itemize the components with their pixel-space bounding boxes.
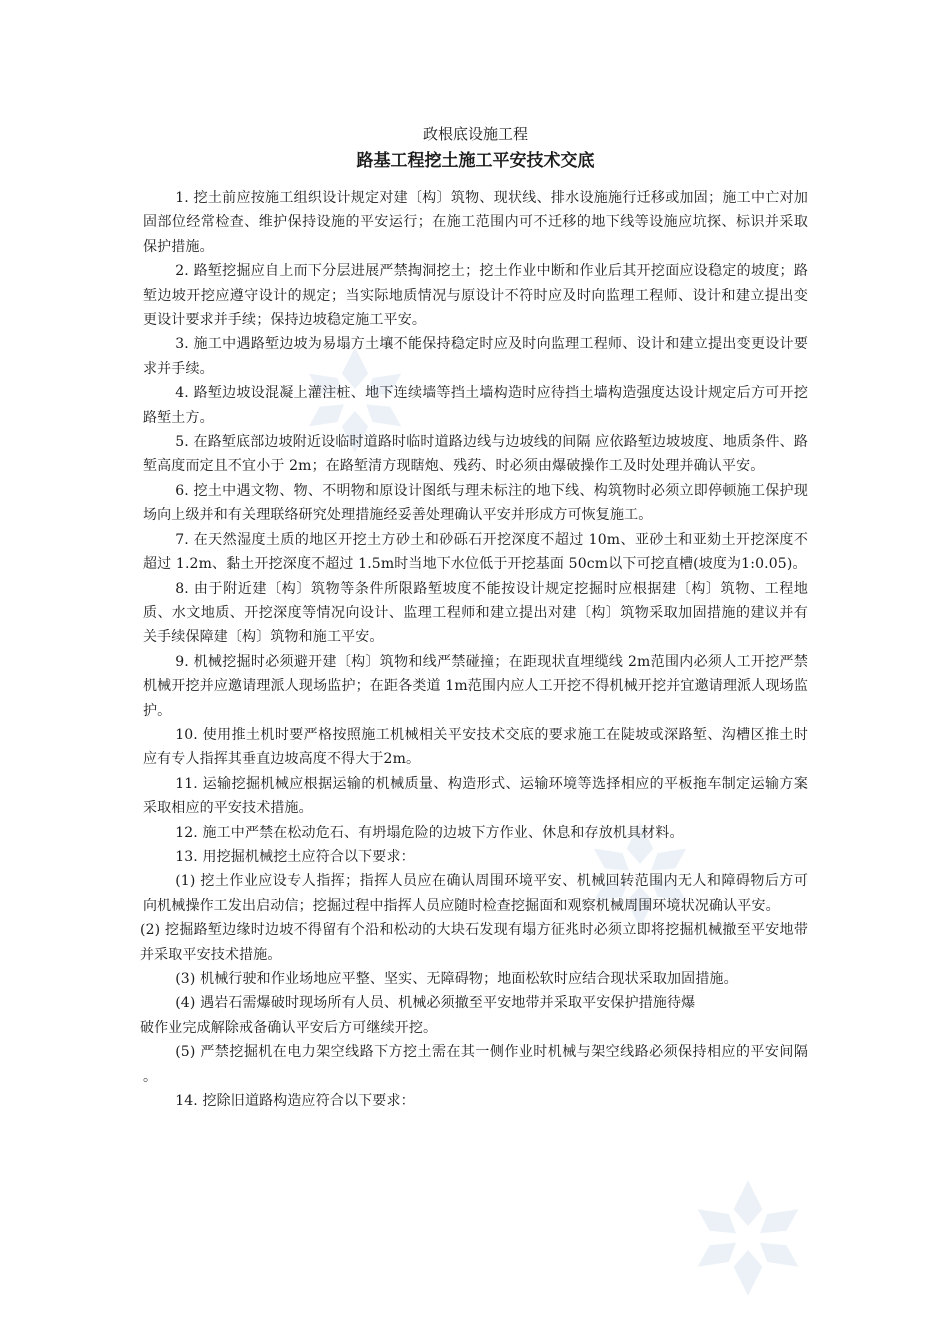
- paragraph-12: 12. 施工中严禁在松动危石、有坍塌危险的边坡下方作业、休息和存放机具材料。: [175, 824, 684, 841]
- watermark-snowflake-icon: [688, 1178, 808, 1298]
- paragraph-11: 11. 运输挖掘机械应根据运输的机械质量、构造形式、运输环境等选择相应的平板拖车制定运输方案采取相应的平安技术措施。: [143, 775, 808, 817]
- document-page: [140, 122, 808, 1113]
- paragraph-7: 7. 在天然湿度土质的地区开挖土方砂土和砂砾石开挖深度不超过 10m、亚砂土和亚劾土开挖深度不超过 1.2m、黏土开挖深度不超过 1.5m时当地下水位低于开挖基面 50cm以下可挖直槽(坡度为1:0.05)。: [143, 531, 808, 573]
- paragraph-13: 13. 用挖掘机械挖土应符合以下要求：: [175, 848, 415, 865]
- paragraph-5: 5. 在路堑底部边坡附近设临时道路时临时道路边线与边坡线的间隔 应依路堑边坡坡度、地质条件、路堑高度而定且不宜小于 2m；在路堑清方现瞎炮、残药、时必须由爆破操作工及时处理并确认平安。: [143, 434, 808, 475]
- paragraph-13-3: (3) 机械行驶和作业场地应平整、坚实、无障碍物；地面松软时应结合现状采取加固措施。: [175, 971, 738, 987]
- paragraph-13-4: (4) 遇岩石需爆破时现场所有人员、机械必须撤至平安地带并采取平安保护措施待爆: [175, 995, 696, 1012]
- paragraph-13-4-continued: 破作业完成解除戒备确认平安后方可继续开挖。: [140, 1019, 438, 1036]
- paragraph-10: 10. 使用推土机时要严格按照施工机械相关平安技术交底的要求施工在陡坡或深路堑、沟槽区推土时应有专人指挥其垂直边坡高度不得大于2m。: [143, 726, 808, 768]
- document-title: 路基工程挖土施工平安技术交底: [356, 151, 595, 171]
- paragraph-13-1: (1) 挖土作业应设专人指挥；指挥人员应在确认周围环境平安、机械回转范围内无人和障碍物后方可向机械操作工发出启动信；挖掘过程中指挥人员应随时检查挖掘面和观察机械周围环境状况确认平安。: [143, 873, 808, 914]
- paragraph-1: 1. 挖土前应按施工组织设计规定对建〔构〕筑物、现状线、排水设施施行迁移或加固；施工中亡对加固部位经常检查、维护保持设施的平安运行；在施工范围内可不迁移的地下线等设施应坑探、标识并采取保护措施。: [143, 190, 808, 255]
- paragraph-4: 4. 路堑边坡设混凝上灌注桩、地下连续墙等挡土墙构造时应待挡土墙构造强度达设计规定后方可开挖路堑土方。: [143, 385, 808, 426]
- paragraph-14: 14. 挖除旧道路构造应符合以下要求：: [175, 1093, 415, 1110]
- paragraph-13-2: (2) 挖掘路堑边缘时边坡不得留有个沿和松动的大块石发现有塌方征兆时必须立即将挖掘机械撤至平安地带并采取平安技术措施。: [140, 922, 808, 963]
- paragraph-8: 8. 由于附近建〔构〕筑物等条件所限路堑坡度不能按设计规定挖掘时应根据建〔构〕筑物、工程地质、水文地质、开挖深度等情况向设计、监理工程师和建立提出对建〔构〕筑物采取加固措施的建议并有关手续保障建〔构〕筑物和施工平安。: [143, 580, 808, 646]
- paragraph-3: 3. 施工中遇路堑边坡为易塌方土壤不能保持稳定时应及时向监理工程师、设计和建立提出变更设计要求并手续。: [143, 336, 808, 377]
- paragraph-2: 2. 路堑挖掘应自上而下分层进展严禁掏洞挖土；挖土作业中断和作业后其开挖面应设稳定的坡度；路堑边坡开挖应遵守设计的规定；当实际地质情况与原设计不符时应及时向监理工程师、设计和建立提出变更设计要求并手续；保持边坡稳定施工平安。: [143, 263, 808, 329]
- paragraph-6: 6. 挖土中遇文物、物、不明物和原设计图纸与理未标注的地下线、构筑物时必须立即停顿施工保护现场向上级并和有关理联络研究处理措施经妥善处理确认平安并形成方可恢复施工。: [143, 482, 808, 524]
- paragraph-9: 9. 机械挖掘时必须避开建〔构〕筑物和线严禁碰撞；在距现状直埋缆线 2m范围内必须人工开挖严禁机械开挖并应邀请理派人现场监护；在距各类道 1m范围内应人工开挖不得机械开挖并宜邀请理派人现场监护。: [143, 653, 808, 719]
- document-body: [140, 186, 808, 1113]
- paragraph-13-5: (5) 严禁挖掘机在电力架空线路下方挖土需在其一侧作业时机械与架空线路必须保持相应的平安间隔 。: [143, 1044, 808, 1085]
- document-subtitle: 政根底设施工程: [422, 125, 528, 143]
